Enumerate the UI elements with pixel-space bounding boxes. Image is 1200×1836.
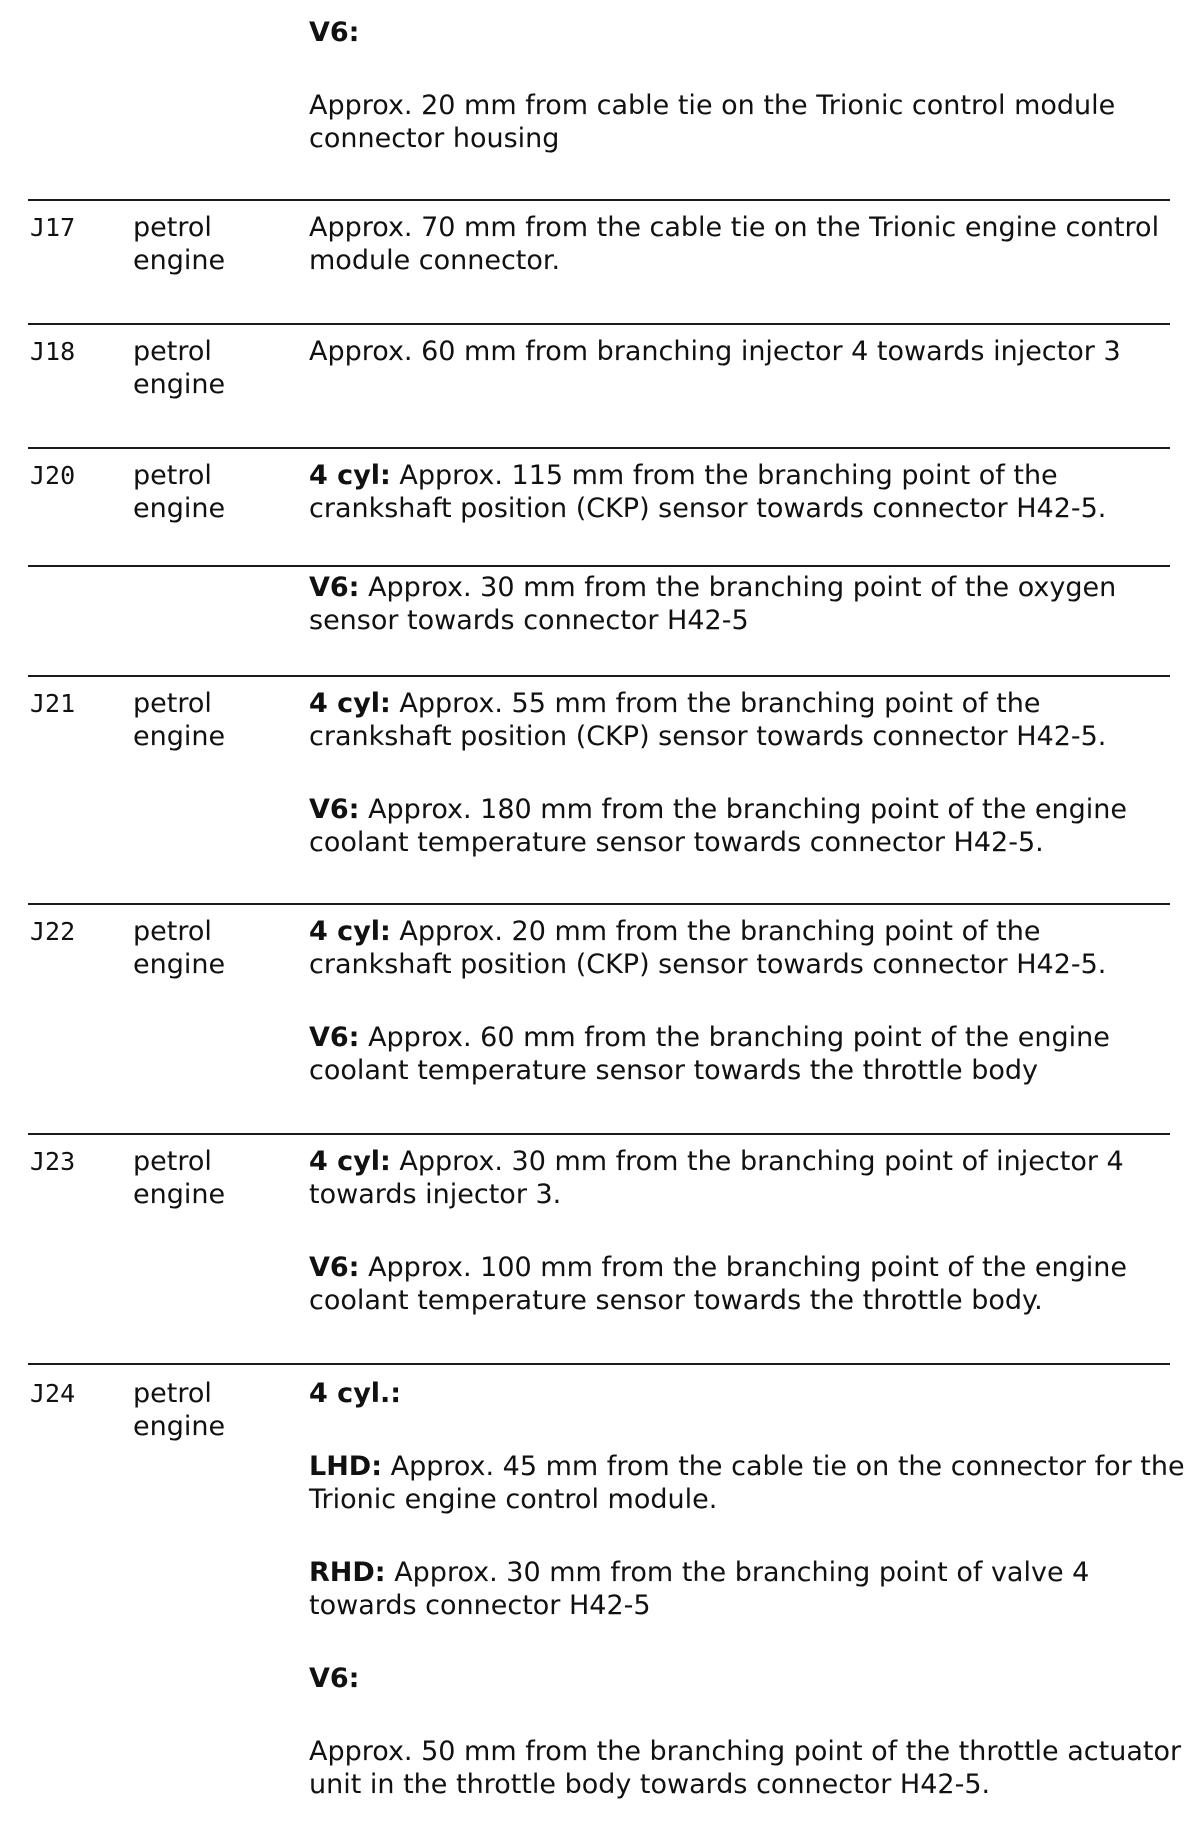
top-block-text: Approx. 20 mm from cable tie on the Trionic control module connector housing <box>309 90 1116 154</box>
row-category: petrol engine <box>133 1378 226 1442</box>
row-category: petrol engine <box>133 1146 226 1210</box>
entry-label: V6: <box>309 1252 360 1283</box>
entry-label: V6: <box>309 1663 360 1694</box>
row-description <box>309 1377 1189 1801</box>
entry-block <box>309 1377 1189 1410</box>
entry-text: Approx. 30 mm from the branching point of valve 4 towards connector H42-5 <box>309 1557 1090 1621</box>
entry-text: Approx. 60 mm from the branching point of the engine coolant temperature sensor towards the throttle body <box>309 1022 1110 1086</box>
entry-text: Approx. 30 mm from the branching point of injector 4 towards injector 3. <box>309 1146 1124 1210</box>
entry-label: 4 cyl: <box>309 916 391 947</box>
row-code: J21 <box>30 689 76 718</box>
row-category: petrol engine <box>133 460 226 524</box>
entry-block <box>309 1450 1189 1516</box>
sub-divider <box>28 565 1170 567</box>
row-code: J17 <box>30 213 76 242</box>
entry-block <box>309 1145 1189 1211</box>
entry-label: V6: <box>309 572 360 603</box>
entry-label: V6: <box>309 1022 360 1053</box>
row-description <box>309 459 1189 525</box>
row-description <box>309 915 1189 1087</box>
entry-text: Approx. 55 mm from the branching point of the crankshaft position (CKP) sensor towards connector H42-5. <box>309 688 1107 752</box>
row-description <box>309 211 1189 277</box>
row-category: petrol engine <box>133 688 226 752</box>
row-divider <box>28 323 1170 325</box>
entry-label: 4 cyl: <box>309 460 391 491</box>
entry-block <box>309 1735 1189 1801</box>
entry-block <box>309 915 1189 981</box>
entry-label: V6: <box>309 794 360 825</box>
entry-block <box>309 793 1189 859</box>
entry-block <box>309 1556 1189 1622</box>
entry-block <box>309 687 1189 753</box>
row-category: petrol engine <box>133 336 226 400</box>
entry-text: Approx. 45 mm from the cable tie on the connector for the Trionic engine control module. <box>309 1451 1185 1515</box>
row-divider <box>28 1363 1170 1365</box>
row-description <box>309 1145 1189 1317</box>
row-category: petrol engine <box>133 916 226 980</box>
entry-text: Approx. 20 mm from the branching point of the crankshaft position (CKP) sensor towards connector H42-5. <box>309 916 1107 980</box>
row-code: J22 <box>30 917 76 946</box>
entry-text: Approx. 115 mm from the branching point of the crankshaft position (CKP) sensor towards connector H42-5. <box>309 460 1107 524</box>
row-description <box>309 571 1189 637</box>
row-description <box>309 335 1189 368</box>
entry-text: Approx. 50 mm from the branching point of the throttle actuator unit in the throttle body towards connector H42-5. <box>309 1736 1182 1800</box>
top-block-heading: V6: <box>309 17 360 48</box>
entry-block <box>309 1662 1189 1695</box>
row-code: J23 <box>30 1147 76 1176</box>
row-divider <box>28 447 1170 449</box>
row-category: petrol engine <box>133 212 226 276</box>
row-divider <box>28 1133 1170 1135</box>
entry-text: Approx. 180 mm from the branching point of the engine coolant temperature sensor towards connector H42-5. <box>309 794 1127 858</box>
entry-label: 4 cyl: <box>309 1146 391 1177</box>
entry-text: Approx. 60 mm from branching injector 4 towards injector 3 <box>309 336 1121 367</box>
entry-block <box>309 1021 1189 1087</box>
entry-label: RHD: <box>309 1557 386 1588</box>
entry-label: LHD: <box>309 1451 383 1482</box>
entry-label: 4 cyl.: <box>309 1378 402 1409</box>
row-divider <box>28 199 1170 201</box>
entry-text: Approx. 100 mm from the branching point of the engine coolant temperature sensor towards the throttle body. <box>309 1252 1127 1316</box>
entry-text: Approx. 30 mm from the branching point of the oxygen sensor towards connector H42-5 <box>309 572 1117 636</box>
entry-label: 4 cyl: <box>309 688 391 719</box>
row-description <box>309 687 1189 859</box>
top-block <box>309 16 1189 155</box>
row-code: J24 <box>30 1379 76 1408</box>
row-code: J20 <box>30 461 76 490</box>
entry-text: Approx. 70 mm from the cable tie on the Trionic engine control module connector. <box>309 212 1160 276</box>
row-divider <box>28 675 1170 677</box>
row-divider <box>28 903 1170 905</box>
entry-block <box>309 1251 1189 1317</box>
row-code: J18 <box>30 337 76 366</box>
